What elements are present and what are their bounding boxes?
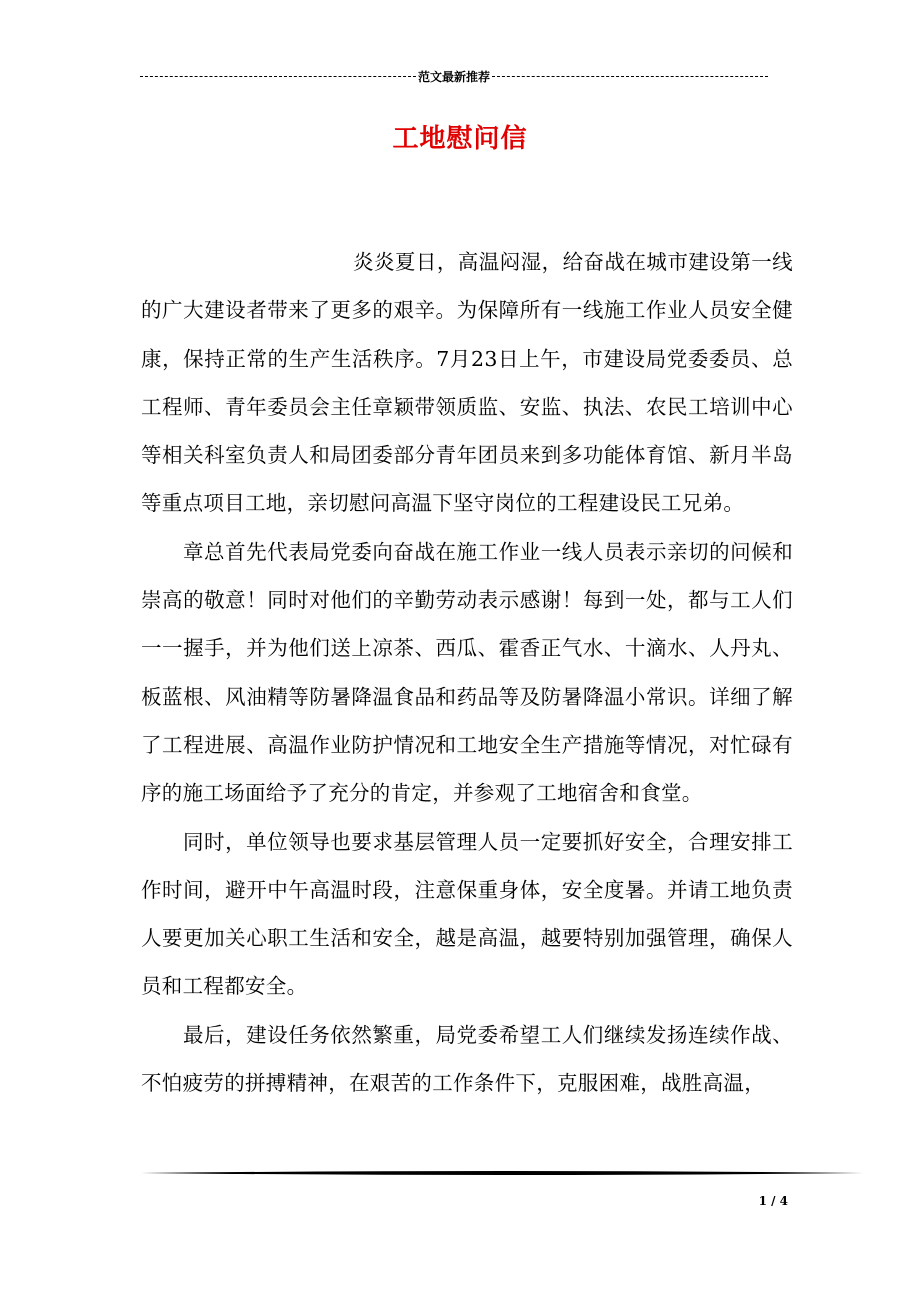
footer-divider (141, 1170, 863, 1176)
page-number: 1 / 4 (758, 1194, 788, 1208)
page-header (140, 66, 768, 86)
header-dash-left (140, 76, 416, 77)
paragraph: 章总首先代表局党委向奋战在施工作业一线人员表示亲切的问候和崇高的敬意！同时对他们的辛勤劳动表示感谢！每到一处，都与工人们一一握手，并为他们送上凉茶、西瓜、霍香正气水、十滴水、人丹丸、板蓝根、风油精等防暑降温食品和药品等及防暑降温小常识。详细了解了工程进展、高温作业防护情况和工地安全生产措施等情况，对忙碌有序的施工场面给予了充分的肯定，并参观了工地宿舍和食堂。 (141, 539, 793, 806)
document-title: 工地慰问信 (392, 124, 528, 154)
paragraph: 炎炎夏日，高温闷湿，给奋战在城市建设第一线的广大建设者带来了更多的艰辛。为保障所有一线施工作业人员安全健康，保持正常的生产生活秩序。7月23日上午，市建设局党委委员、总工程师、青年委员会主任章颖带领质监、安监、执法、农民工培训中心等相关科室负责人和局团委部分青年团员来到多功能体育馆、新月半岛等重点项目工地，亲切慰问高温下坚守岗位的工程建设民工兄弟。 (141, 250, 793, 516)
document-body (141, 238, 793, 1107)
paragraph: 最后，建设任务依然繁重，局党委希望工人们继续发扬连续作战、不怕疲劳的拼搏精神，在艰苦的工作条件下，克服困难，战胜高温， (141, 1022, 793, 1096)
paragraph: 同时，单位领导也要求基层管理人员一定要抓好安全，合理安排工作时间，避开中午高温时段，注意保重身体，安全度暑。并请工地负责人要更加关心职工生活和安全，越是高温，越要特别加强管理，确保人员和工程都安全。 (141, 829, 793, 999)
header-dash-right (492, 76, 768, 77)
header-text: 范文最新推荐 (418, 69, 491, 84)
